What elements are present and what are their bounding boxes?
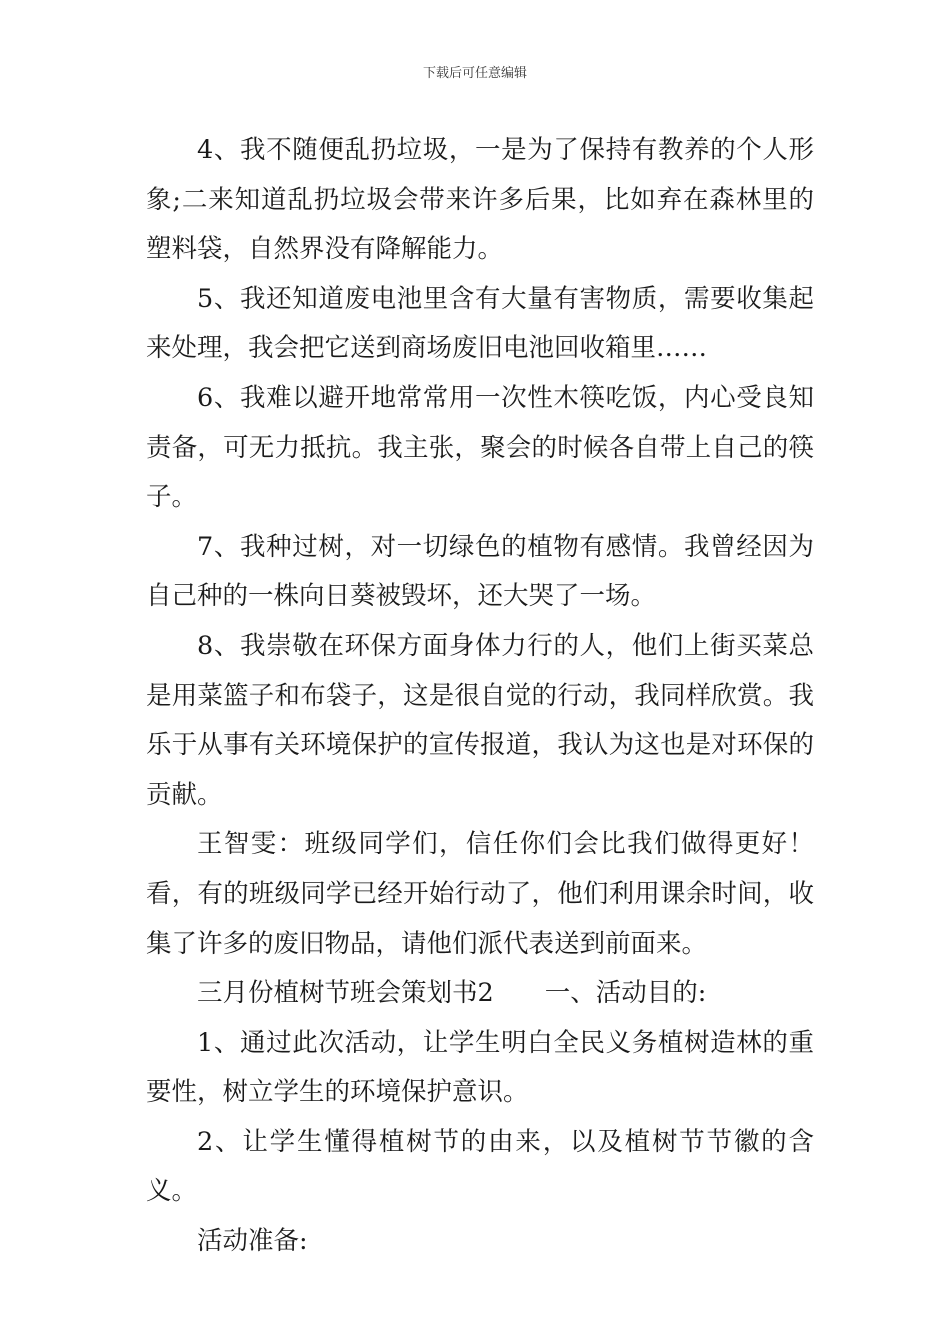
document-body — [146, 126, 814, 1267]
paragraph-item-5: 5、我还知道废电池里含有大量有害物质，需要收集起来处理，我会把它送到商场废旧电池回收箱里…… — [146, 283, 814, 364]
paragraph-section-title: 三月份植树节班会策划书2 一、活动目的: — [197, 978, 707, 1009]
page-header-note: 下载后可任意编辑 — [422, 66, 527, 81]
paragraph-goal-2: 2、让学生懂得植树节的由来，以及植树节节徽的含义。 — [146, 1126, 814, 1207]
paragraph-item-4: 4、我不随便乱扔垃圾，一是为了保持有教养的个人形象;二来知道乱扔垃圾会带来许多后果，比如弃在森林里的塑料袋，自然界没有降解能力。 — [146, 135, 814, 265]
paragraph-preparation: 活动准备: — [197, 1226, 308, 1257]
paragraph-speaker-wang: 王智雯：班级同学们，信任你们会比我们做得更好！看，有的班级同学已经开始行动了，他们利用课余时间，收集了许多的废旧物品，请他们派代表送到前面来。 — [146, 829, 814, 959]
paragraph-item-7: 7、我种过树，对一切绿色的植物有感情。我曾经因为自己种的一株向日葵被毁坏，还大哭了一场。 — [146, 531, 814, 612]
paragraph-item-6: 6、我难以避开地常常用一次性木筷吃饭，内心受良知责备，可无力抵抗。我主张，聚会的时候各自带上自己的筷子。 — [146, 382, 814, 513]
paragraph-goal-1: 1、通过此次活动，让学生明白全民义务植树造林的重要性，树立学生的环境保护意识。 — [146, 1027, 814, 1108]
paragraph-item-8: 8、我崇敬在环保方面身体力行的人，他们上街买菜总是用菜篮子和布袋子，这是很自觉的行动，我同样欣赏。我乐于从事有关环境保护的宣传报道，我认为这也是对环保的贡献。 — [146, 630, 814, 810]
